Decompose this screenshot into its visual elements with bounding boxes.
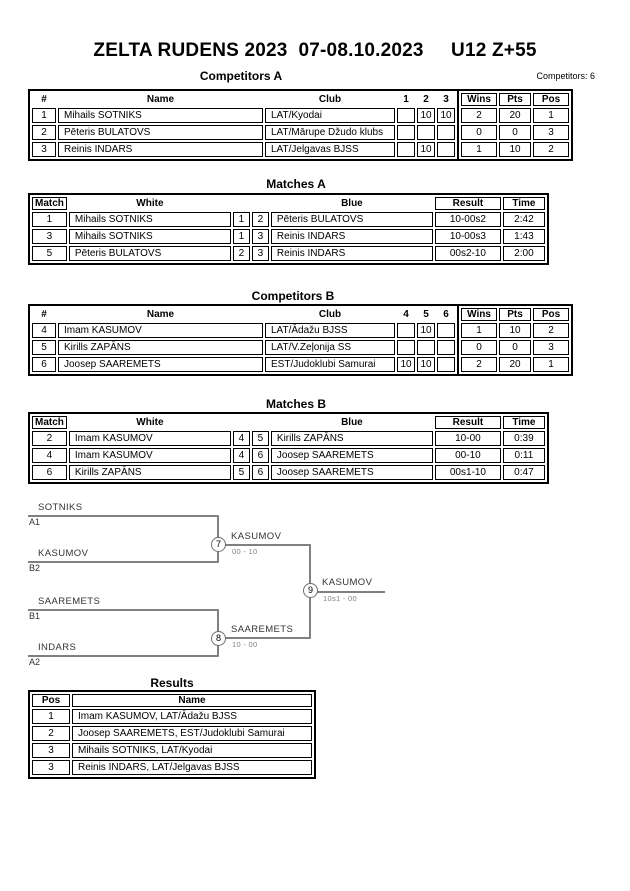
- col-header-3: 3: [443, 94, 449, 105]
- bracket-match-score: 10 - 00: [232, 640, 258, 649]
- cell-name: Imam KASUMOV, LAT/Ādažu BJSS: [72, 709, 312, 724]
- table-row: [32, 431, 545, 446]
- bracket-slot-seed: B1: [29, 611, 41, 621]
- cell-time: 2:00: [503, 246, 545, 261]
- match-number-badge: 8: [211, 631, 226, 646]
- bracket-winner-name: KASUMOV: [322, 577, 373, 588]
- competitors-a-standings: [459, 91, 571, 159]
- table-row: [32, 448, 545, 463]
- cell-score-3: [437, 142, 455, 157]
- competitors-b-standings-group: [457, 306, 571, 374]
- bracket-slot-seed: A2: [29, 657, 41, 667]
- cell-white-name: Imam KASUMOV: [69, 431, 231, 446]
- col-header-white: White: [136, 417, 164, 428]
- header-row: [461, 308, 569, 321]
- cell-club: LAT/V.Zeļonija SS: [265, 340, 395, 355]
- col-header-pos: Pos: [32, 694, 70, 707]
- header-row: [32, 694, 312, 707]
- col-header-spacer: [233, 416, 250, 429]
- matches-a-heading: Matches A: [266, 177, 326, 191]
- header-row: [32, 197, 545, 210]
- col-header-match: Match: [32, 197, 67, 210]
- results-table: [28, 690, 316, 779]
- cell-name: Kirills ZAPĀNS: [58, 340, 263, 355]
- table-row: [32, 726, 312, 741]
- cell-pts: 0: [499, 125, 531, 140]
- col-header-6: 6: [443, 309, 449, 320]
- cell-name: Reinis INDARS: [58, 142, 263, 157]
- header-row: [32, 93, 455, 106]
- col-header-num: #: [41, 94, 47, 105]
- col-header-pos: Pos: [533, 308, 569, 321]
- col-header-wins: Wins: [461, 93, 497, 106]
- cell-white-name: Imam KASUMOV: [69, 448, 231, 463]
- header-row: [32, 416, 545, 429]
- cell-pts: 20: [499, 108, 531, 123]
- cell-num: 5: [32, 340, 56, 355]
- col-header-wins: Wins: [461, 308, 497, 321]
- cell-match-num: 2: [32, 431, 67, 446]
- col-header-name: Name: [72, 694, 312, 707]
- cell-time: 0:11: [503, 448, 545, 463]
- cell-wins: 2: [461, 108, 497, 123]
- cell-score-4: [397, 340, 415, 355]
- cell-blue-name: Kirills ZAPĀNS: [271, 431, 433, 446]
- cell-white-name: Kirills ZAPĀNS: [69, 465, 231, 480]
- cell-blue-num: 5: [252, 431, 269, 446]
- table-row: [32, 760, 312, 775]
- cell-match-num: 4: [32, 448, 67, 463]
- bracket-slot-name: SAAREMETS: [38, 596, 101, 607]
- col-header-pts: Pts: [499, 93, 531, 106]
- cell-num: 3: [32, 142, 56, 157]
- col-header-time: Time: [503, 197, 545, 210]
- cell-num: 4: [32, 323, 56, 338]
- cell-blue-name: Joosep SAAREMETS: [271, 448, 433, 463]
- cell-score-2: [417, 125, 435, 140]
- table-row: [461, 340, 569, 355]
- cell-white-num: 1: [233, 212, 250, 227]
- cell-name: Mihails SOTNIKS, LAT/Kyodai: [72, 743, 312, 758]
- cell-pos: 2: [533, 323, 569, 338]
- cell-match-num: 5: [32, 246, 67, 261]
- bracket-slot-seed: A1: [29, 517, 41, 527]
- col-header-result: Result: [435, 197, 501, 210]
- results-heading: Results: [150, 676, 194, 690]
- cell-blue-num: 6: [252, 448, 269, 463]
- table-row: [461, 108, 569, 123]
- match-number-badge: 9: [303, 583, 318, 598]
- cell-score-1: [397, 108, 415, 123]
- cell-score-6: [437, 323, 455, 338]
- bracket-match-score: 00 - 10: [232, 547, 258, 556]
- table-row: [32, 340, 455, 355]
- cell-score-5: 10: [417, 357, 435, 372]
- cell-result: 10-00s2: [435, 212, 501, 227]
- col-header-5: 5: [423, 309, 429, 320]
- results-grid: [30, 692, 314, 777]
- matches-b-grid: [30, 414, 547, 482]
- cell-pos: 3: [32, 760, 70, 775]
- col-header-spacer: [252, 197, 269, 210]
- cell-blue-num: 2: [252, 212, 269, 227]
- cell-match-num: 6: [32, 465, 67, 480]
- cell-time: 0:39: [503, 431, 545, 446]
- cell-white-name: Mihails SOTNIKS: [69, 212, 231, 227]
- cell-time: 2:42: [503, 212, 545, 227]
- table-row: [32, 212, 545, 227]
- col-header-pts: Pts: [499, 308, 531, 321]
- cell-name: Imam KASUMOV: [58, 323, 263, 338]
- cell-pos: 1: [533, 357, 569, 372]
- cell-score-5: [417, 340, 435, 355]
- cell-score-6: [437, 357, 455, 372]
- match-number-badge: 7: [211, 537, 226, 552]
- cell-blue-num: 3: [252, 246, 269, 261]
- header-row: [32, 308, 455, 321]
- cell-name: Pēteris BULATOVS: [58, 125, 263, 140]
- table-row: [32, 108, 455, 123]
- cell-num: 1: [32, 108, 56, 123]
- col-header-1: 1: [403, 94, 409, 105]
- col-header-2: 2: [423, 94, 429, 105]
- table-row: [32, 246, 545, 261]
- cell-club: LAT/Jelgavas BJSS: [265, 142, 395, 157]
- competitors-b-standings: [459, 306, 571, 374]
- cell-match-num: 1: [32, 212, 67, 227]
- cell-white-num: 5: [233, 465, 250, 480]
- cell-wins: 1: [461, 142, 497, 157]
- cell-wins: 0: [461, 340, 497, 355]
- cell-blue-num: 3: [252, 229, 269, 244]
- cell-score-2: 10: [417, 142, 435, 157]
- competitors-b-main-columns: [30, 306, 457, 374]
- col-header-name: Name: [146, 309, 175, 320]
- col-header-white: White: [136, 198, 164, 209]
- bracket-slot-name: KASUMOV: [38, 548, 89, 559]
- cell-time: 0:47: [503, 465, 545, 480]
- cell-white-name: Mihails SOTNIKS: [69, 229, 231, 244]
- bracket-slot-name: INDARS: [38, 642, 77, 653]
- cell-blue-name: Reinis INDARS: [271, 229, 433, 244]
- header-row: [461, 93, 569, 106]
- cell-score-6: [437, 340, 455, 355]
- matches-b-table: [28, 412, 549, 484]
- bracket-winner-name: SAAREMETS: [231, 624, 294, 635]
- col-header-result: Result: [435, 416, 501, 429]
- cell-wins: 2: [461, 357, 497, 372]
- cell-result: 10-00s3: [435, 229, 501, 244]
- cell-score-4: 10: [397, 357, 415, 372]
- cell-name: Reinis INDARS, LAT/Jelgavas BJSS: [72, 760, 312, 775]
- cell-result: 10-00: [435, 431, 501, 446]
- table-row: [461, 125, 569, 140]
- cell-blue-name: Reinis INDARS: [271, 246, 433, 261]
- competitors-count: Competitors: 6: [536, 71, 595, 81]
- cell-pts: 10: [499, 142, 531, 157]
- cell-name: Joosep SAAREMETS, EST/Judoklubi Samurai: [72, 726, 312, 741]
- cell-pos: 3: [32, 743, 70, 758]
- matches-b-heading: Matches B: [265, 397, 327, 411]
- cell-white-num: 4: [233, 431, 250, 446]
- cell-score-4: [397, 323, 415, 338]
- cell-club: LAT/Ādažu BJSS: [265, 323, 395, 338]
- cell-score-3: 10: [437, 108, 455, 123]
- table-row: [32, 709, 312, 724]
- col-header-num: #: [41, 309, 47, 320]
- cell-pts: 20: [499, 357, 531, 372]
- cell-name: Joosep SAAREMETS: [58, 357, 263, 372]
- cell-white-num: 1: [233, 229, 250, 244]
- bracket-slot-name: SOTNIKS: [38, 502, 83, 513]
- cell-white-name: Pēteris BULATOVS: [69, 246, 231, 261]
- table-row: [32, 465, 545, 480]
- cell-blue-name: Pēteris BULATOVS: [271, 212, 433, 227]
- table-row: [461, 142, 569, 157]
- competitors-a-main-columns: [30, 91, 457, 159]
- cell-result: 00s2-10: [435, 246, 501, 261]
- bracket-slot-seed: B2: [29, 563, 41, 573]
- cell-blue-name: Joosep SAAREMETS: [271, 465, 433, 480]
- col-header-club: Club: [318, 94, 342, 105]
- competitors-b-table: [28, 304, 573, 376]
- table-row: [461, 357, 569, 372]
- cell-num: 6: [32, 357, 56, 372]
- col-header-blue: Blue: [341, 198, 363, 209]
- cell-blue-num: 6: [252, 465, 269, 480]
- cell-club: LAT/Kyodai: [265, 108, 395, 123]
- cell-wins: 0: [461, 125, 497, 140]
- bracket-match-score: 10s1 - 00: [323, 594, 357, 603]
- cell-white-num: 4: [233, 448, 250, 463]
- cell-pos: 1: [32, 709, 70, 724]
- cell-result: 00-10: [435, 448, 501, 463]
- col-header-club: Club: [318, 309, 342, 320]
- matches-a-grid: [30, 195, 547, 263]
- col-header-blue: Blue: [341, 417, 363, 428]
- col-header-match: Match: [32, 416, 67, 429]
- cell-pos: 2: [533, 142, 569, 157]
- bracket-winner-name: KASUMOV: [231, 531, 282, 542]
- cell-score-2: 10: [417, 108, 435, 123]
- cell-pts: 0: [499, 340, 531, 355]
- cell-club: LAT/Mārupe Džudo klubs: [265, 125, 395, 140]
- cell-time: 1:43: [503, 229, 545, 244]
- cell-score-1: [397, 125, 415, 140]
- cell-pos: 3: [533, 340, 569, 355]
- col-header-pos: Pos: [533, 93, 569, 106]
- cell-pos: 2: [32, 726, 70, 741]
- col-header-spacer: [252, 416, 269, 429]
- cell-pts: 10: [499, 323, 531, 338]
- cell-match-num: 3: [32, 229, 67, 244]
- cell-pos: 1: [533, 108, 569, 123]
- cell-pos: 3: [533, 125, 569, 140]
- cell-score-5: 10: [417, 323, 435, 338]
- table-row: [32, 357, 455, 372]
- table-row: [32, 323, 455, 338]
- cell-wins: 1: [461, 323, 497, 338]
- col-header-spacer: [233, 197, 250, 210]
- cell-result: 00s1-10: [435, 465, 501, 480]
- col-header-time: Time: [503, 416, 545, 429]
- cell-score-3: [437, 125, 455, 140]
- table-row: [32, 125, 455, 140]
- cell-name: Mihails SOTNIKS: [58, 108, 263, 123]
- competitors-a-table: [28, 89, 573, 161]
- table-row: [32, 142, 455, 157]
- cell-white-num: 2: [233, 246, 250, 261]
- cell-num: 2: [32, 125, 56, 140]
- matches-a-table: [28, 193, 549, 265]
- col-header-name: Name: [146, 94, 175, 105]
- cell-club: EST/Judoklubi Samurai: [265, 357, 395, 372]
- table-row: [32, 229, 545, 244]
- competitors-a-heading: Competitors A: [199, 69, 283, 83]
- table-row: [461, 323, 569, 338]
- cell-score-1: [397, 142, 415, 157]
- page-title: ZELTA RUDENS 2023 07-08.10.2023 U12 Z+55: [93, 40, 537, 61]
- table-row: [32, 743, 312, 758]
- competitors-a-standings-group: [457, 91, 571, 159]
- col-header-4: 4: [403, 309, 409, 320]
- competitors-b-heading: Competitors B: [251, 289, 335, 303]
